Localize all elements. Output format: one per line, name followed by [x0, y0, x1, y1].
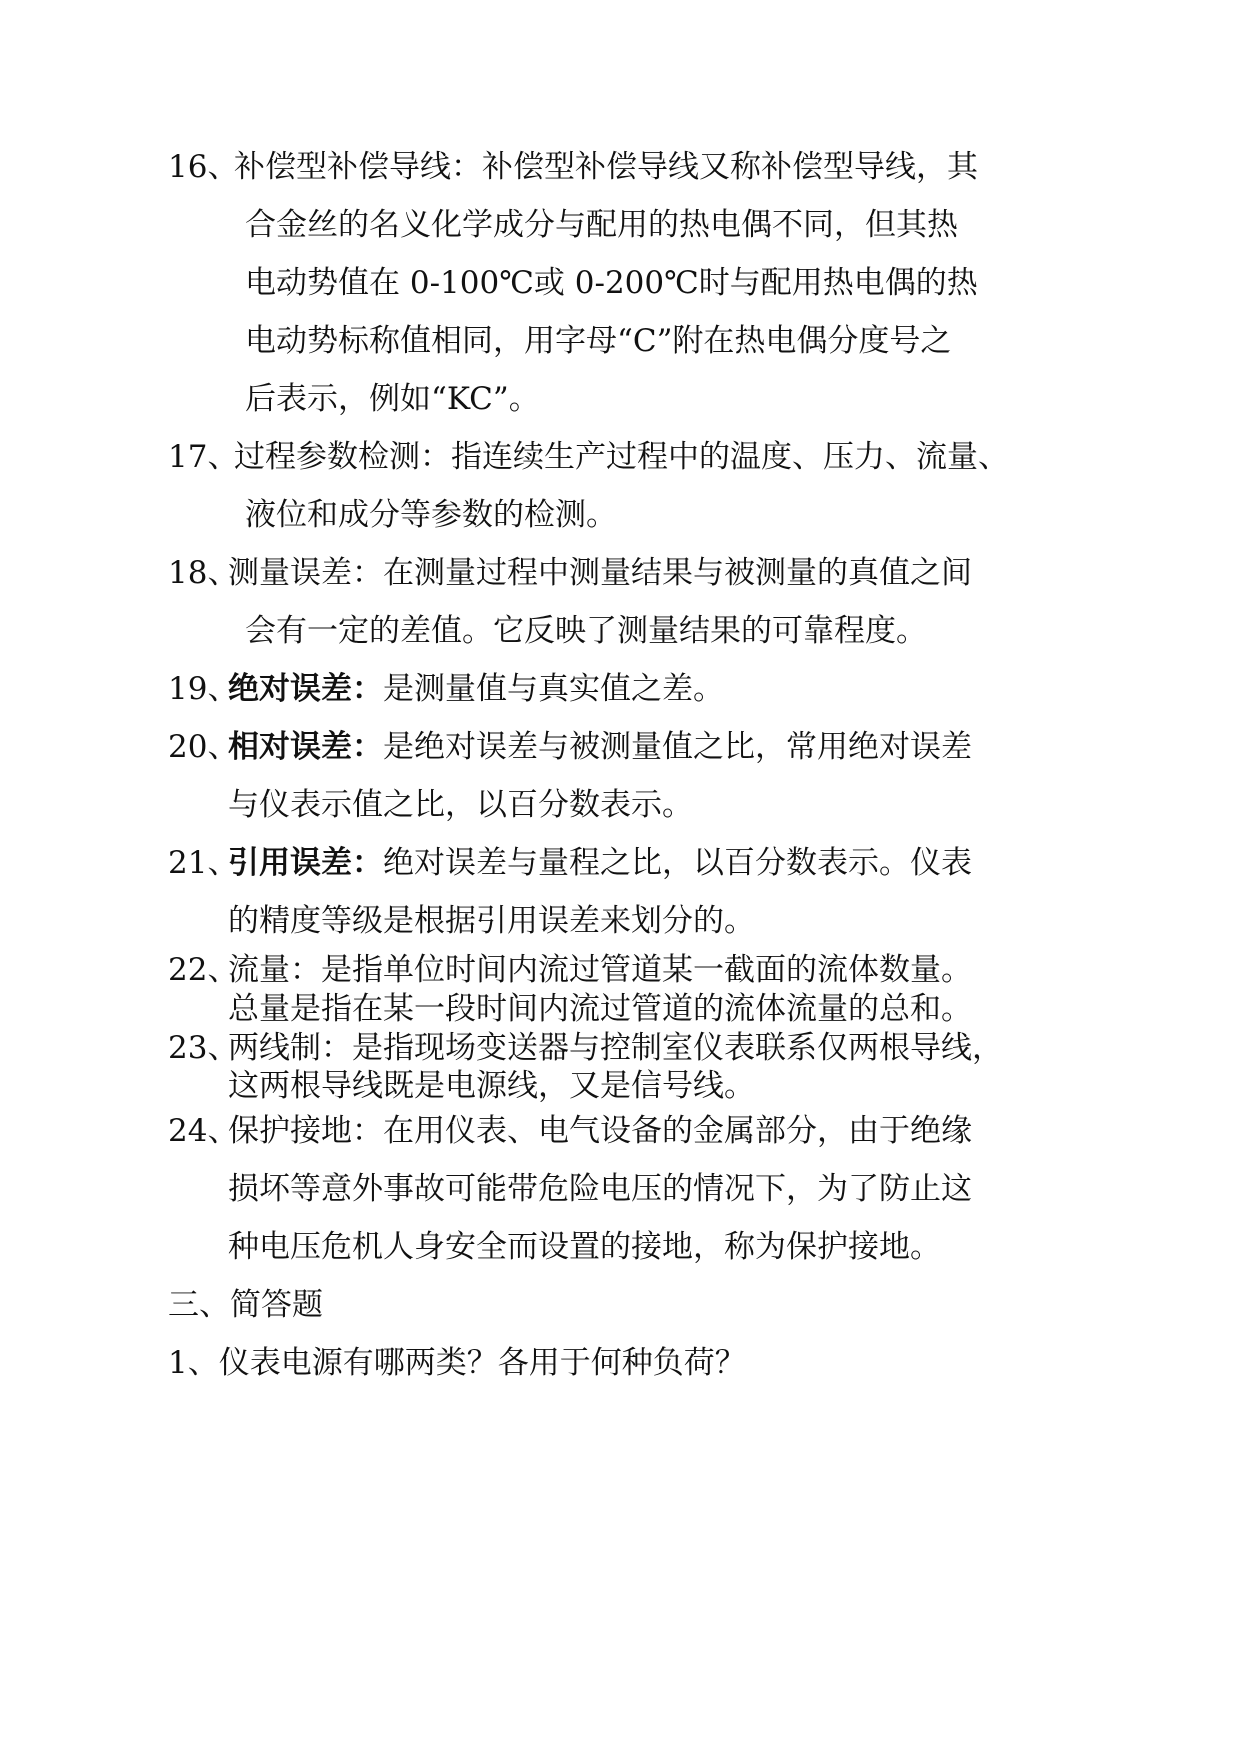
definition-text: 是测量值与真实值之差。: [383, 671, 724, 707]
definition-term: 绝对误差: [228, 671, 352, 707]
definition-24-line-1: [168, 1111, 972, 1151]
definition-term: 保护接地: [228, 1113, 352, 1149]
term-separator: ：: [352, 671, 383, 707]
item-number: 24、: [168, 1113, 239, 1149]
definition-text: 在测量过程中测量结果与被测量的真值之间: [383, 555, 972, 591]
definition-24-line-2: 损坏等意外事故可能带危险电压的情况下，为了防止这: [228, 1171, 972, 1207]
definition-17-line-1: [168, 437, 1009, 477]
item-number: 19、: [168, 671, 239, 707]
definition-20-line-1: [168, 727, 972, 767]
definition-21-line-2: 的精度等级是根据引用误差来划分的。: [228, 903, 755, 939]
item-number: 18、: [168, 555, 239, 591]
definition-17-line-2: 液位和成分等参数的检测。: [245, 497, 617, 533]
definition-text: 补偿型补偿导线又称补偿型导线，其: [482, 149, 978, 185]
definition-22-line-2: 总量是指在某一段时间内流过管道的流体流量的总和。: [228, 991, 972, 1027]
term-separator: ：: [451, 149, 482, 185]
term-separator: ：: [321, 1030, 352, 1066]
definition-18-line-2: 会有一定的差值。它反映了测量结果的可靠程度。: [245, 613, 927, 649]
definition-text: 绝对误差与量程之比，以百分数表示。仪表: [383, 845, 972, 881]
definition-term: 引用误差: [228, 845, 352, 881]
item-number: 22、: [168, 952, 239, 988]
definition-22-line-1: [168, 950, 972, 990]
definition-text: 是绝对误差与被测量值之比，常用绝对误差: [383, 729, 972, 765]
definition-16-line-4: 电动势标称值相同，用字母“C”附在热电偶分度号之: [245, 323, 952, 359]
item-number: 20、: [168, 729, 239, 765]
item-number: 23、: [168, 1030, 239, 1066]
definition-term: 测量误差: [228, 555, 352, 591]
definition-23-line-2: 这两根导线既是电源线，又是信号线。: [228, 1068, 755, 1104]
item-number: 16、: [168, 149, 239, 185]
definition-text: 是指单位时间内流过管道某一截面的流体数量。: [321, 952, 972, 988]
definition-18-line-1: [168, 553, 972, 593]
definition-16-line-2: 合金丝的名义化学成分与配用的热电偶不同，但其热: [245, 207, 958, 243]
definition-term: 过程参数检测: [234, 439, 420, 475]
definition-term: 相对误差: [228, 729, 352, 765]
term-separator: ：: [420, 439, 451, 475]
definition-text: 指连续生产过程中的温度、压力、流量、: [451, 439, 1009, 475]
item-number: 17、: [168, 439, 239, 475]
term-separator: ：: [352, 1113, 383, 1149]
section-heading: 三、简答题: [168, 1287, 323, 1323]
definition-term: 两线制: [228, 1030, 321, 1066]
definition-term: 补偿型补偿导线: [234, 149, 451, 185]
term-separator: ：: [290, 952, 321, 988]
term-separator: ：: [352, 555, 383, 591]
definition-text: 在用仪表、电气设备的金属部分，由于绝缘: [383, 1113, 972, 1149]
definition-16-line-1: [168, 147, 978, 187]
definition-19-line-1: [168, 669, 724, 709]
definition-term: 流量: [228, 952, 290, 988]
definition-20-line-2: 与仪表示值之比，以百分数表示。: [228, 787, 693, 823]
definition-23-line-1: [168, 1028, 1003, 1068]
definition-16-line-3: 电动势值在 0-100℃或 0-200℃时与配用热电偶的热: [245, 265, 978, 301]
item-number: 21、: [168, 845, 239, 881]
definition-24-line-3: 种电压危机人身安全而设置的接地，称为保护接地。: [228, 1229, 941, 1265]
definition-text: 是指现场变送器与控制室仪表联系仅两根导线，: [352, 1030, 1003, 1066]
definition-16-line-5: 后表示，例如“KC”。: [245, 381, 540, 417]
question-1: 1、仪表电源有哪两类？各用于何种负荷？: [168, 1345, 746, 1381]
definition-21-line-1: [168, 843, 972, 883]
term-separator: ：: [352, 729, 383, 765]
term-separator: ：: [352, 845, 383, 881]
